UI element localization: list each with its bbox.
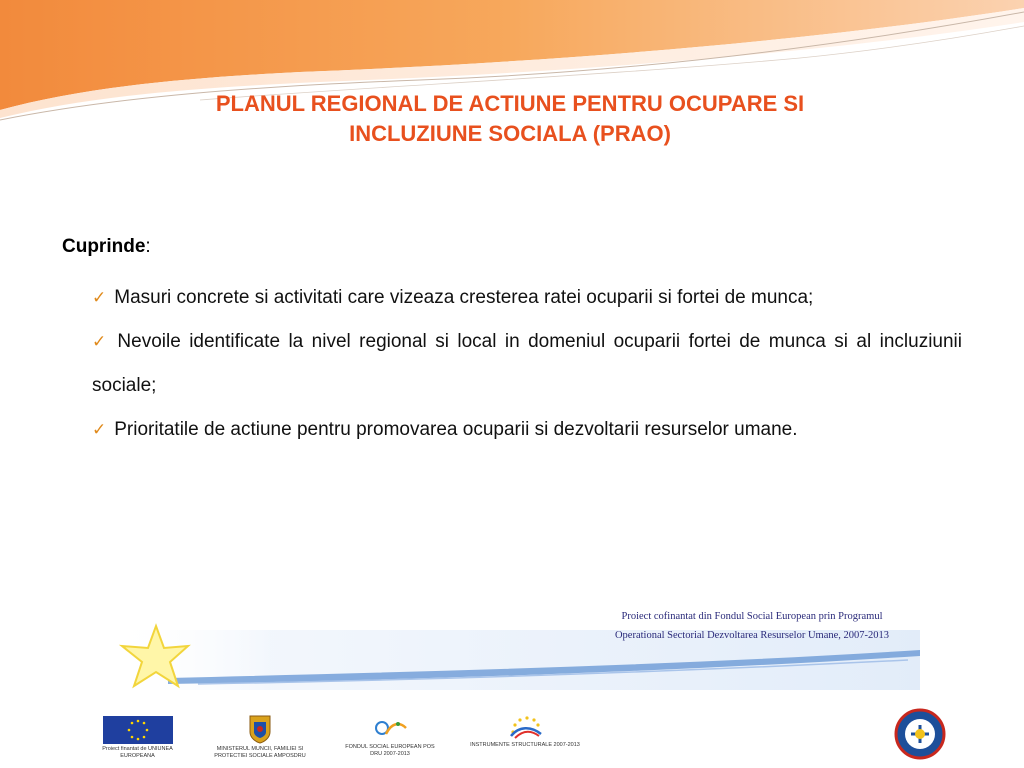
structural-instruments-logo xyxy=(470,708,580,749)
is-caption: INSTRUMENTE STRUCTURALE 2007-2013 xyxy=(470,742,580,748)
crest-icon xyxy=(248,714,272,744)
intro-label xyxy=(62,236,151,258)
slide-title-line1: PLANUL REGIONAL DE ACTIUNE PENTRU OCUPARE SI xyxy=(215,91,805,116)
slide-title xyxy=(150,89,870,149)
bullet-list xyxy=(92,276,962,452)
eu-logo xyxy=(95,708,180,759)
ministry-logo xyxy=(210,708,310,759)
bullet-text: Masuri concrete si activitati care vizeaza cresterea ratei ocuparii si fortei de munca; xyxy=(114,287,814,308)
check-icon: ✓ xyxy=(92,288,107,307)
slide-title-line2: INCLUZIUNE SOCIALA (PRAO) xyxy=(349,121,671,146)
bullet-item xyxy=(92,408,962,452)
check-icon: ✓ xyxy=(92,332,110,351)
cofinancing-line1: Proiect cofinantat din Fondul Social European prin Programul xyxy=(621,611,883,622)
fse-caption: FONDUL SOCIAL EUROPEAN POS DRU 2007-2013 xyxy=(345,744,435,757)
logo-strip xyxy=(0,708,1024,768)
county-emblem-icon xyxy=(877,708,963,760)
cofinancing-note xyxy=(560,607,944,645)
fse-logo xyxy=(340,708,440,757)
check-icon: ✓ xyxy=(92,420,107,439)
bullet-item xyxy=(92,320,962,408)
eu-flag-icon xyxy=(103,716,173,744)
eu-caption: Proiect finantat de UNIUNEA EUROPEANA xyxy=(102,746,173,759)
intro-label-text: Cuprinde xyxy=(62,236,146,257)
bullet-item xyxy=(92,276,962,320)
ministry-caption: MINISTERUL MUNCII, FAMILIEI SI PROTECTIEI SOCIALE AMPOSDRU xyxy=(214,746,306,759)
county-logo xyxy=(875,708,965,760)
structural-instruments-icon xyxy=(505,714,545,740)
bullet-text: Prioritatile de actiune pentru promovarea ocuparii si dezvoltarii resurselor umane. xyxy=(114,419,798,440)
fse-icon xyxy=(370,716,410,742)
intro-colon: : xyxy=(145,236,151,257)
bullet-text: Nevoile identificate la nivel regional si local in domeniul ocuparii fortei de munca si al incluziunii sociale; xyxy=(92,331,962,396)
cofinancing-line2: Operational Sectorial Dezvoltarea Resurselor Umane, 2007-2013 xyxy=(614,630,890,641)
